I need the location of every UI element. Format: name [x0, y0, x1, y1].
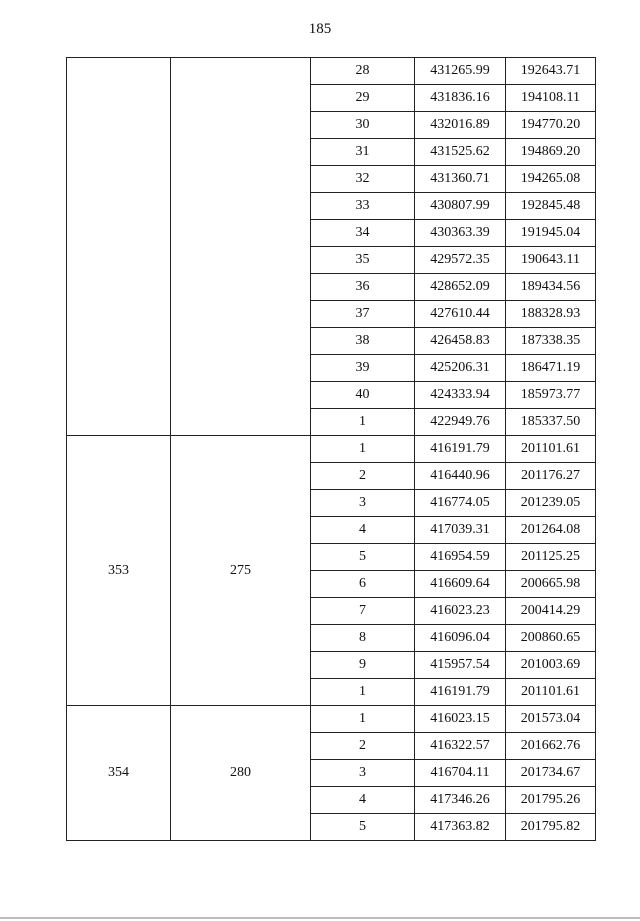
- table-row: [67, 706, 596, 733]
- y-coordinate-cell: 192643.71: [506, 58, 596, 85]
- x-coordinate-cell: 416191.79: [415, 679, 506, 706]
- x-coordinate-cell: 416322.57: [415, 733, 506, 760]
- x-coordinate-cell: 417363.82: [415, 814, 506, 841]
- y-coordinate-cell: 201795.82: [506, 814, 596, 841]
- region-number-cell: [67, 58, 171, 436]
- point-number-cell: 1: [311, 409, 415, 436]
- y-coordinate-cell: 201101.61: [506, 679, 596, 706]
- x-coordinate-cell: 417039.31: [415, 517, 506, 544]
- x-coordinate-cell: 416704.11: [415, 760, 506, 787]
- y-coordinate-cell: 194265.08: [506, 166, 596, 193]
- y-coordinate-cell: 200665.98: [506, 571, 596, 598]
- x-coordinate-cell: 428652.09: [415, 274, 506, 301]
- y-coordinate-cell: 200414.29: [506, 598, 596, 625]
- y-coordinate-cell: 186471.19: [506, 355, 596, 382]
- x-coordinate-cell: 416191.79: [415, 436, 506, 463]
- point-number-cell: 35: [311, 247, 415, 274]
- y-coordinate-cell: 201573.04: [506, 706, 596, 733]
- point-number-cell: 4: [311, 787, 415, 814]
- scan-bottom-edge: [0, 917, 640, 919]
- y-coordinate-cell: 188328.93: [506, 301, 596, 328]
- point-number-cell: 33: [311, 193, 415, 220]
- point-number-cell: 2: [311, 463, 415, 490]
- x-coordinate-cell: 416096.04: [415, 625, 506, 652]
- x-coordinate-cell: 416023.15: [415, 706, 506, 733]
- x-coordinate-cell: 416774.05: [415, 490, 506, 517]
- point-number-cell: 1: [311, 436, 415, 463]
- x-coordinate-cell: 430363.39: [415, 220, 506, 247]
- x-coordinate-cell: 431836.16: [415, 85, 506, 112]
- x-coordinate-cell: 422949.76: [415, 409, 506, 436]
- region-number-cell: 353: [67, 436, 171, 706]
- point-number-cell: 6: [311, 571, 415, 598]
- x-coordinate-cell: 416609.64: [415, 571, 506, 598]
- y-coordinate-cell: 201734.67: [506, 760, 596, 787]
- coordinates-table: [66, 57, 596, 841]
- y-coordinate-cell: 194108.11: [506, 85, 596, 112]
- x-coordinate-cell: 416440.96: [415, 463, 506, 490]
- point-number-cell: 37: [311, 301, 415, 328]
- point-number-cell: 9: [311, 652, 415, 679]
- y-coordinate-cell: 201176.27: [506, 463, 596, 490]
- table-row: [67, 58, 596, 85]
- point-number-cell: 32: [311, 166, 415, 193]
- x-coordinate-cell: 416954.59: [415, 544, 506, 571]
- y-coordinate-cell: 200860.65: [506, 625, 596, 652]
- plot-number-cell: 280: [171, 706, 311, 841]
- point-number-cell: 38: [311, 328, 415, 355]
- point-number-cell: 1: [311, 679, 415, 706]
- x-coordinate-cell: 432016.89: [415, 112, 506, 139]
- x-coordinate-cell: 426458.83: [415, 328, 506, 355]
- page-number: 185: [308, 21, 332, 37]
- y-coordinate-cell: 201264.08: [506, 517, 596, 544]
- point-number-cell: 28: [311, 58, 415, 85]
- y-coordinate-cell: 201003.69: [506, 652, 596, 679]
- plot-number-cell: 275: [171, 436, 311, 706]
- point-number-cell: 5: [311, 814, 415, 841]
- point-number-cell: 40: [311, 382, 415, 409]
- y-coordinate-cell: 191945.04: [506, 220, 596, 247]
- point-number-cell: 2: [311, 733, 415, 760]
- point-number-cell: 31: [311, 139, 415, 166]
- y-coordinate-cell: 194869.20: [506, 139, 596, 166]
- point-number-cell: 34: [311, 220, 415, 247]
- point-number-cell: 3: [311, 490, 415, 517]
- x-coordinate-cell: 431265.99: [415, 58, 506, 85]
- y-coordinate-cell: 201101.61: [506, 436, 596, 463]
- point-number-cell: 36: [311, 274, 415, 301]
- x-coordinate-cell: 431360.71: [415, 166, 506, 193]
- table-row: [67, 436, 596, 463]
- y-coordinate-cell: 194770.20: [506, 112, 596, 139]
- x-coordinate-cell: 429572.35: [415, 247, 506, 274]
- y-coordinate-cell: 189434.56: [506, 274, 596, 301]
- y-coordinate-cell: 192845.48: [506, 193, 596, 220]
- point-number-cell: 30: [311, 112, 415, 139]
- x-coordinate-cell: 416023.23: [415, 598, 506, 625]
- y-coordinate-cell: 201239.05: [506, 490, 596, 517]
- coordinates-table-body: [67, 58, 596, 841]
- plot-number-cell: [171, 58, 311, 436]
- y-coordinate-cell: 201125.25: [506, 544, 596, 571]
- point-number-cell: 3: [311, 760, 415, 787]
- point-number-cell: 39: [311, 355, 415, 382]
- point-number-cell: 4: [311, 517, 415, 544]
- x-coordinate-cell: 427610.44: [415, 301, 506, 328]
- y-coordinate-cell: 187338.35: [506, 328, 596, 355]
- region-number-cell: 354: [67, 706, 171, 841]
- x-coordinate-cell: 425206.31: [415, 355, 506, 382]
- x-coordinate-cell: 415957.54: [415, 652, 506, 679]
- point-number-cell: 8: [311, 625, 415, 652]
- x-coordinate-cell: 424333.94: [415, 382, 506, 409]
- point-number-cell: 5: [311, 544, 415, 571]
- point-number-cell: 7: [311, 598, 415, 625]
- point-number-cell: 1: [311, 706, 415, 733]
- y-coordinate-cell: 190643.11: [506, 247, 596, 274]
- point-number-cell: 29: [311, 85, 415, 112]
- x-coordinate-cell: 417346.26: [415, 787, 506, 814]
- y-coordinate-cell: 185337.50: [506, 409, 596, 436]
- y-coordinate-cell: 185973.77: [506, 382, 596, 409]
- y-coordinate-cell: 201662.76: [506, 733, 596, 760]
- x-coordinate-cell: 431525.62: [415, 139, 506, 166]
- x-coordinate-cell: 430807.99: [415, 193, 506, 220]
- y-coordinate-cell: 201795.26: [506, 787, 596, 814]
